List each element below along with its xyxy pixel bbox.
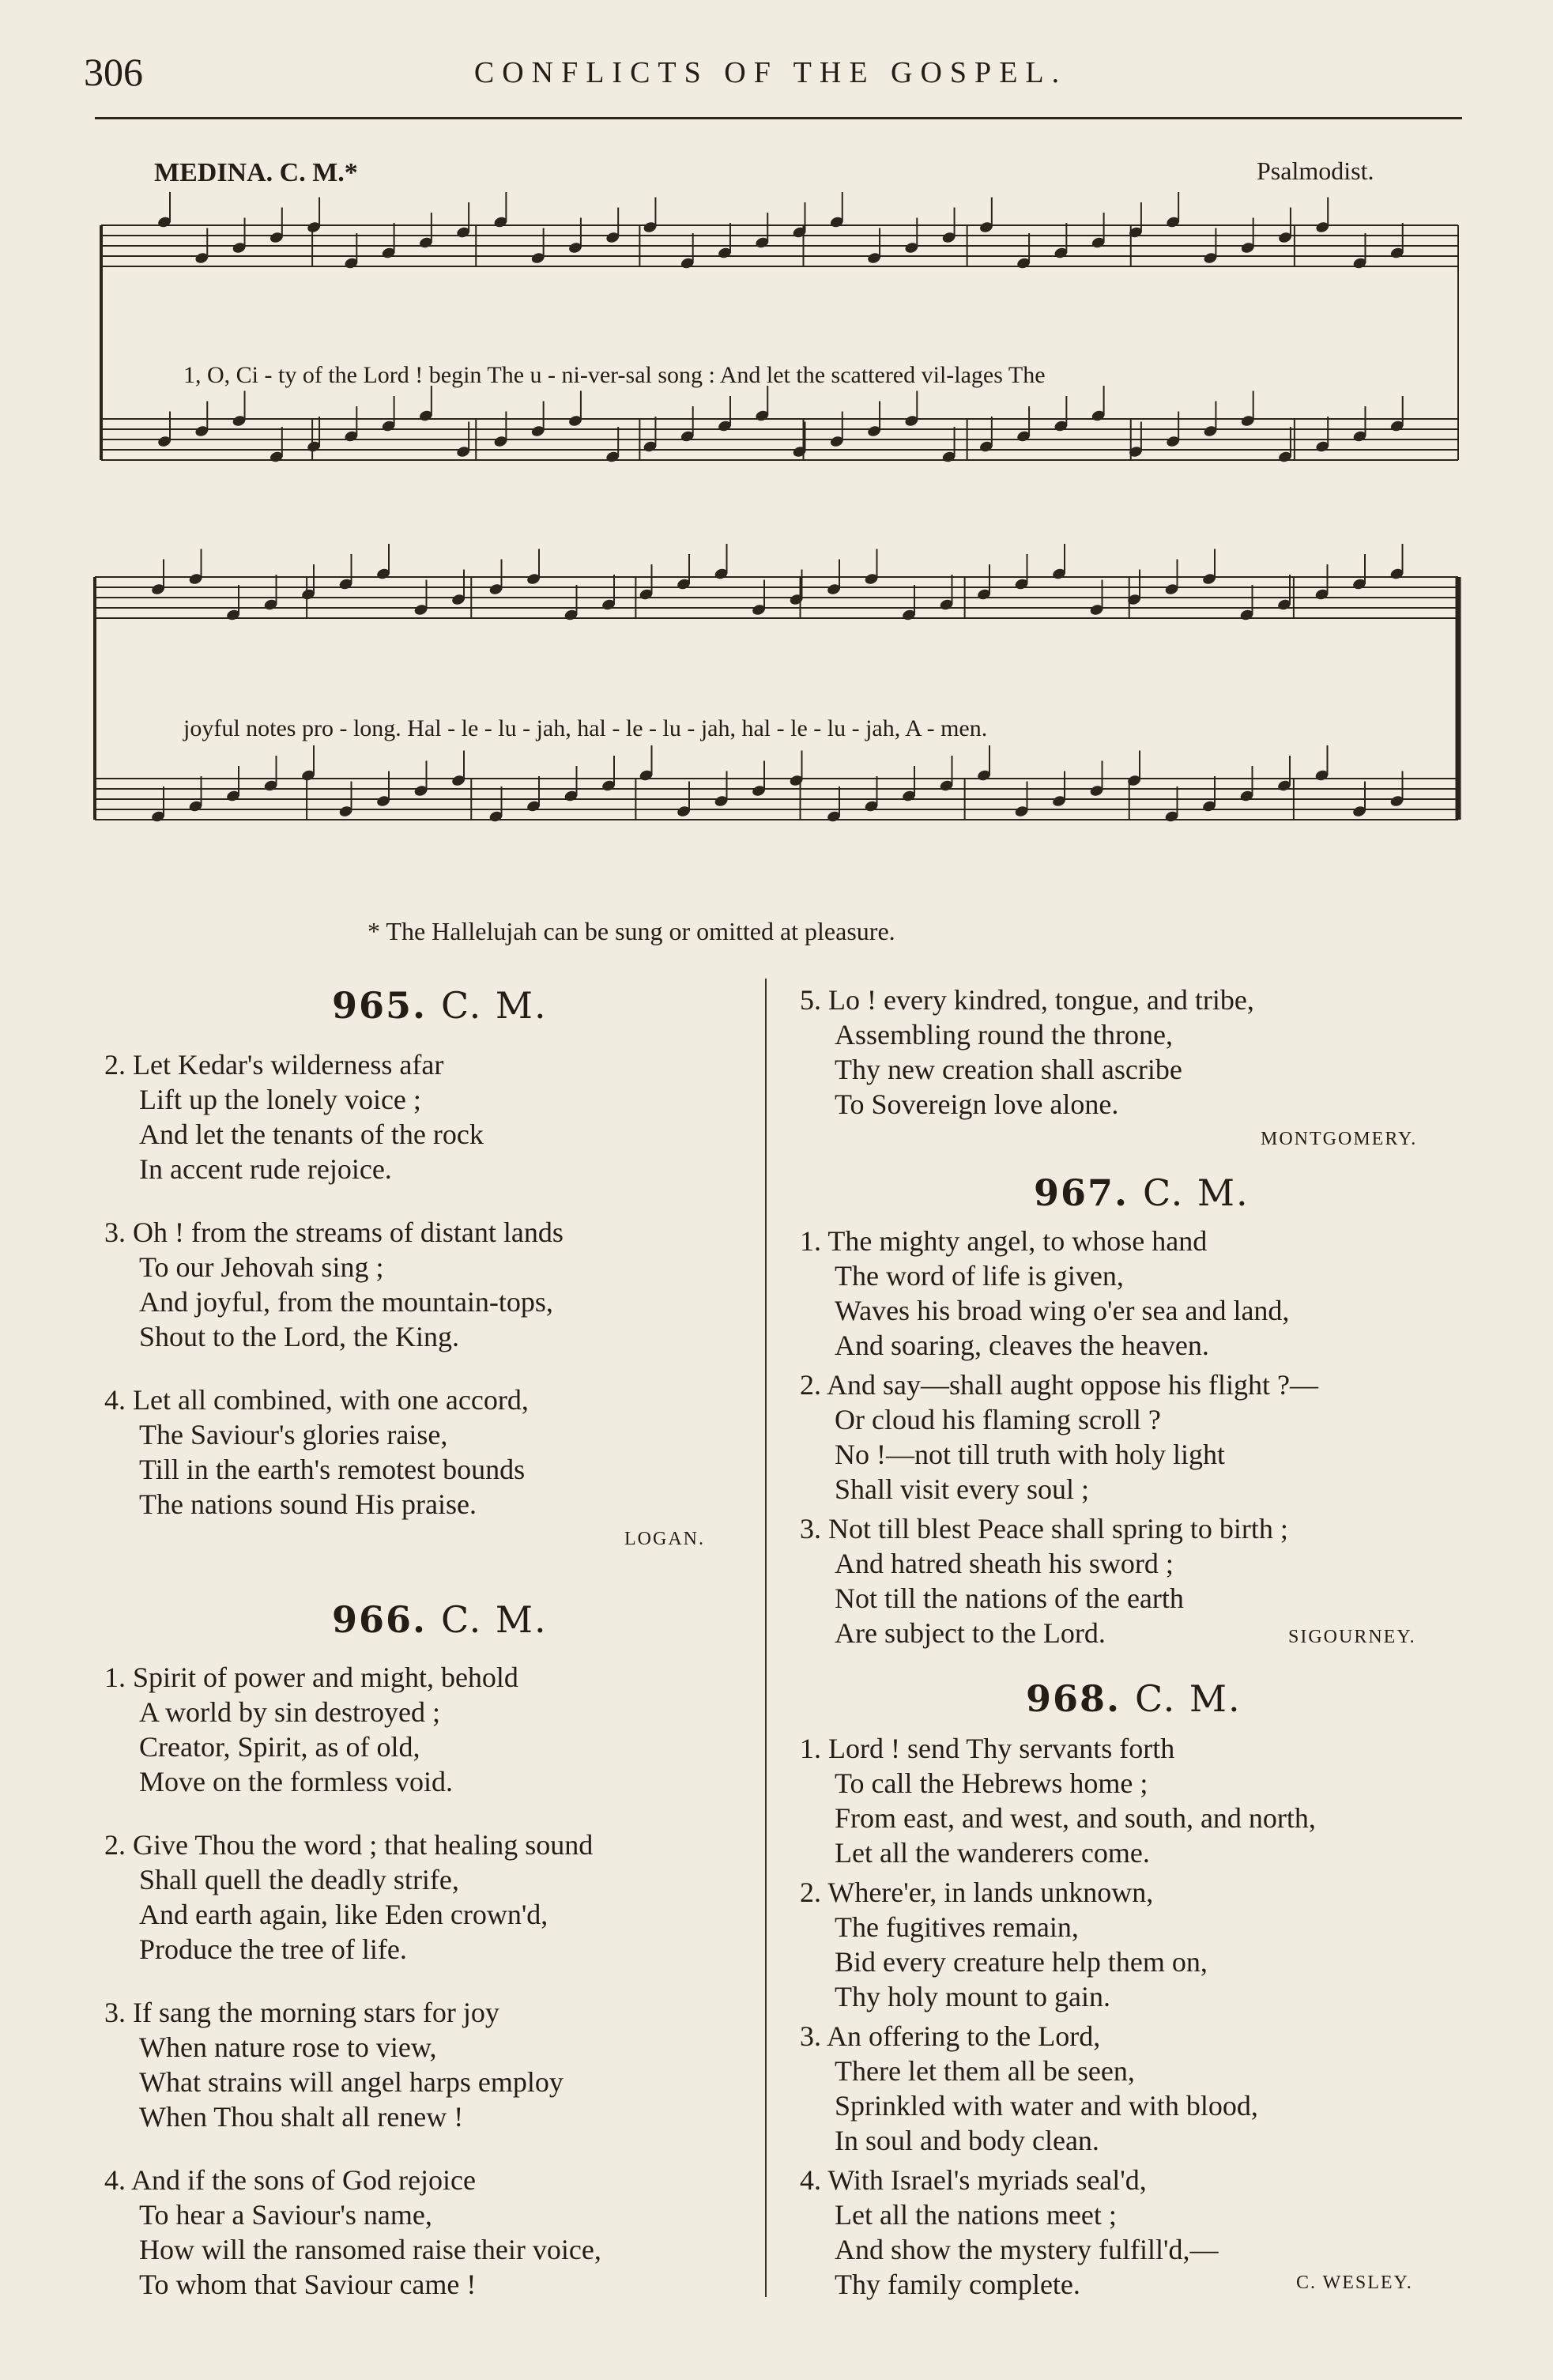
tune-name: MEDINA. C. M.* <box>154 158 358 187</box>
hymn-968-author: C. WESLEY. <box>1296 2273 1413 2293</box>
column-divider <box>765 979 767 2297</box>
hymn-967-title: 967. C. M. <box>1034 1171 1250 1214</box>
hymn-968-stanza: 2. Where'er, in lands unknown, The fugitives remain, Bid every creature help them on, Thy holy mount to gain. <box>800 1876 1208 2012</box>
hymn-968-stanza: 3. An offering to the Lord, There let them all be seen, Sprinkled with water and with blood, In soul and body clean. <box>800 2020 1258 2156</box>
hymn-966-title: 966. C. M. <box>332 1598 548 1641</box>
hymn-966-stanza: 3. If sang the morning stars for joy When nature rose to view, What strains will angel harps employ When Thou shalt all renew ! <box>104 1997 564 2133</box>
page-number: 306 <box>84 50 143 94</box>
lyrics-line-1: 1, O, Ci - ty of the Lord ! begin The u - ni-ver-sal song : And let the scattered vil-lages The <box>183 362 1046 388</box>
footnote: * The Hallelujah can be sung or omitted at pleasure. <box>368 917 895 945</box>
hymn-968-stanza: 1. Lord ! send Thy servants forth To call the Hebrews home ; From east, and west, and south, and north, Let all the wanderers come. <box>800 1733 1316 1869</box>
hymn-965-stanza: 4. Let all combined, with one accord, The Saviour's glories raise, Till in the earth's remotest bounds The nations sound His praise. <box>104 1384 529 1520</box>
hymn-965-author: LOGAN. <box>624 1529 705 1549</box>
hymn-965-title: 965. C. M. <box>332 984 548 1027</box>
hymn-967-stanza: 3. Not till blest Peace shall spring to birth ; And hatred sheath his sword ; Not till the nations of the earth Are subject to the Lord. <box>800 1513 1288 1649</box>
hymn-966-stanza: 4. And if the sons of God rejoice To hear a Saviour's name, How will the ransomed raise their voice, To whom that Saviour came ! <box>104 2164 601 2300</box>
music-score <box>0 0 1553 917</box>
tune-composer: Psalmodist. <box>1257 157 1374 185</box>
hymn-967-stanza: 2. And say—shall aught oppose his flight ?— Or cloud his flaming scroll ? No !—not till truth with holy light Shall visit every soul ; <box>800 1369 1318 1505</box>
hymn-968-title: 968. C. M. <box>1026 1677 1242 1720</box>
hymn-967-author: SIGOURNEY. <box>1288 1627 1416 1647</box>
hymn-966-stanza: 2. Give Thou the word ; that healing sound Shall quell the deadly strife, And earth again, like Eden crown'd, Produce the tree of life. <box>104 1829 594 1965</box>
lyrics-line-2: joyful notes pro - long. Hal - le - lu - jah, hal - le - lu - jah, hal - le - lu - jah, A - men. <box>183 715 988 741</box>
hymn-966-stanza-5: 5. Lo ! every kindred, tongue, and tribe, Assembling round the throne, Thy new creation shall ascribe To Sovereign love alone. <box>800 984 1254 1120</box>
running-title: CONFLICTS OF THE GOSPEL. <box>473 56 1068 89</box>
hymn-968-stanza: 4. With Israel's myriads seal'd, Let all the nations meet ; And show the mystery fulfill'd,— Thy family complete. <box>800 2164 1219 2300</box>
hymn-967-stanza: 1. The mighty angel, to whose hand The word of life is given, Waves his broad wing o'er sea and land, And soaring, cleaves the heaven. <box>800 1225 1290 1361</box>
hymn-965-stanza: 2. Let Kedar's wilderness afar Lift up the lonely voice ; And let the tenants of the rock In accent rude rejoice. <box>104 1049 484 1185</box>
hymn-966-author: MONTGOMERY. <box>1261 1129 1418 1149</box>
hymn-966-stanza: 1. Spirit of power and might, behold A world by sin destroyed ; Creator, Spirit, as of old, Move on the formless void. <box>104 1661 518 1797</box>
hymn-965-stanza: 3. Oh ! from the streams of distant lands To our Jehovah sing ; And joyful, from the mountain-tops, Shout to the Lord, the King. <box>104 1216 564 1352</box>
